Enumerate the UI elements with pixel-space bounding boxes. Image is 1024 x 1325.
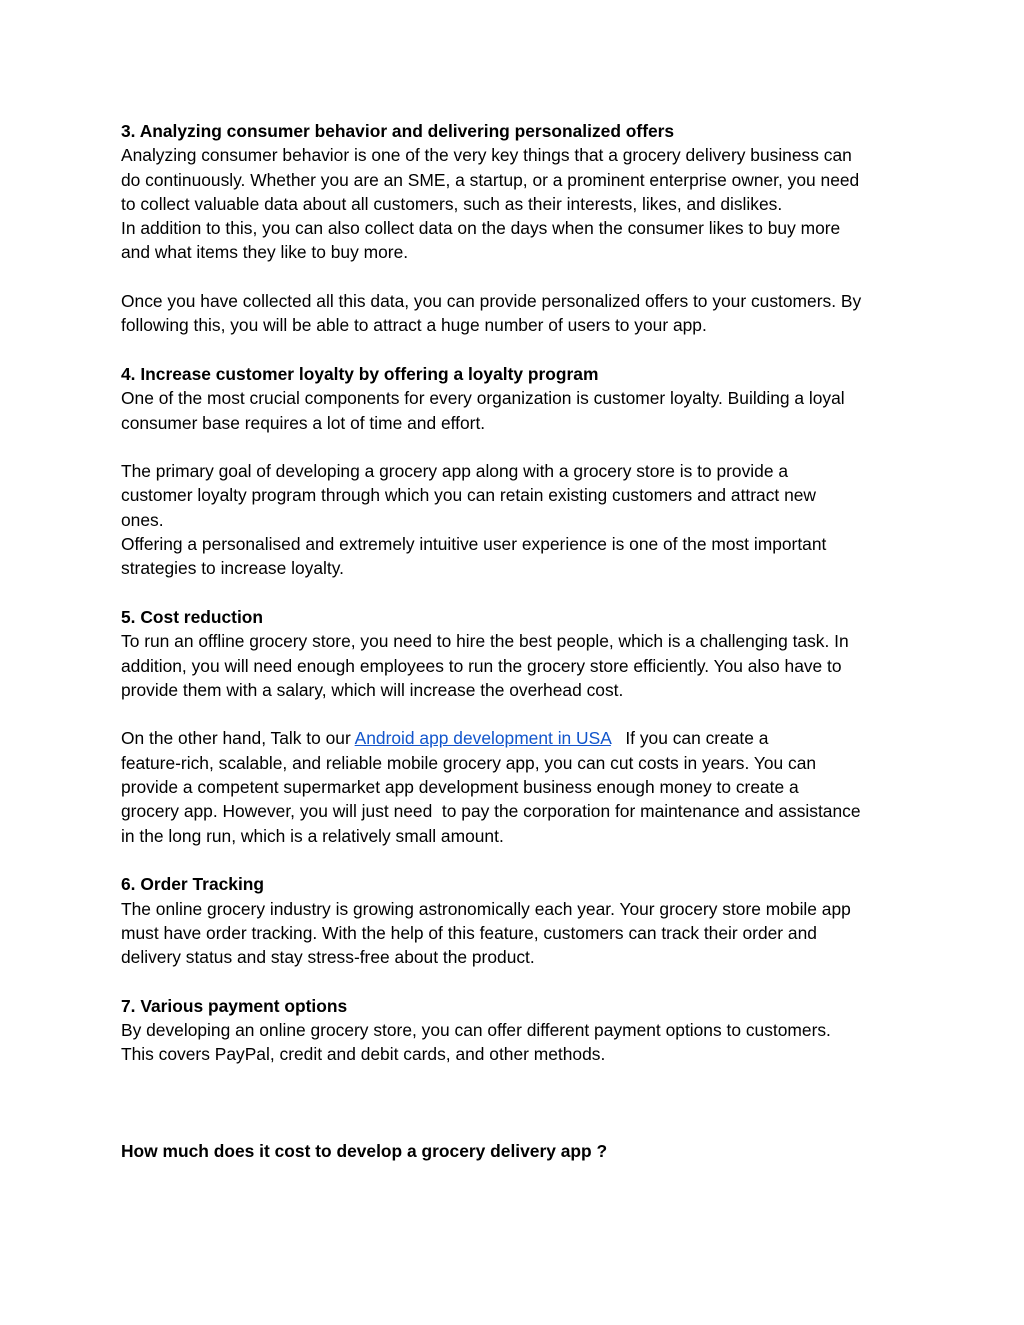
- paragraph-gap: [121, 435, 911, 459]
- section-7-heading: 7. Various payment options: [121, 995, 348, 1016]
- paragraph-gap: [121, 265, 911, 289]
- section-6-heading: 6. Order Tracking: [121, 874, 265, 895]
- text-line: provide them with a salary, which will increase the overhead cost.: [121, 679, 624, 700]
- section-3-paragraph-1: [121, 143, 911, 264]
- paragraph-gap: [121, 969, 911, 993]
- section-4-paragraph-2: [121, 459, 911, 580]
- text-line: ones.: [121, 509, 164, 530]
- text-line: To run an offline grocery store, you need to hire the best people, which is a challenging task. In: [121, 631, 849, 652]
- text-line: Offering a personalised and extremely intuitive user experience is one of the most important: [121, 534, 827, 555]
- text-line: provide a competent supermarket app development business enough money to create a: [121, 777, 799, 798]
- paragraph-gap: [121, 1067, 911, 1091]
- text-line: The online grocery industry is growing astronomically each year. Your grocery store mobile app: [121, 898, 851, 919]
- section-5-paragraph-1: [121, 629, 911, 702]
- text-line: addition, you will need enough employees to run the grocery store efficiently. You also have to: [121, 655, 842, 676]
- text-line: grocery app. However, you will just need to pay the corporation for maintenance and assistance: [121, 801, 861, 822]
- text-prefix: On the other hand, Talk to our: [121, 728, 355, 749]
- text-line: must have order tracking. With the help of this feature, customers can track their order and: [121, 922, 817, 943]
- section-7-paragraph-1: [121, 1018, 911, 1067]
- paragraph-gap: [121, 702, 911, 726]
- section-5-heading: 5. Cost reduction: [121, 606, 264, 627]
- text-line: in the long run, which is a relatively small amount.: [121, 825, 504, 846]
- text-line: do continuously. Whether you are an SME, a startup, or a prominent enterprise owner, you need: [121, 169, 860, 190]
- android-app-development-link[interactable]: Android app development in USA: [354, 728, 611, 749]
- section-4-heading: 4. Increase customer loyalty by offering a loyalty program: [121, 363, 599, 384]
- section-3-paragraph-2: [121, 289, 911, 338]
- section-6-paragraph-1: [121, 897, 911, 970]
- text-line: and what items they like to buy more.: [121, 242, 409, 263]
- section-4-paragraph-1: [121, 386, 911, 435]
- paragraph-gap: [121, 848, 911, 872]
- text-line: customer loyalty program through which you can retain existing customers and attract new: [121, 485, 816, 506]
- text-line: feature-rich, scalable, and reliable mobile grocery app, you can cut costs in years. You can: [121, 752, 817, 773]
- text-line: This covers PayPal, credit and debit cards, and other methods.: [121, 1044, 606, 1065]
- text-line: consumer base requires a lot of time and effort.: [121, 412, 486, 433]
- section-gap: [121, 1091, 911, 1140]
- paragraph-gap: [121, 581, 911, 605]
- text-suffix: If you can create a: [610, 728, 769, 749]
- section-5-paragraph-2: [121, 726, 911, 847]
- text-line: In addition to this, you can also collect data on the days when the consumer likes to buy more: [121, 218, 841, 239]
- section-3-heading: 3. Analyzing consumer behavior and delivering personalized offers: [121, 121, 675, 141]
- cost-question-heading: How much does it cost to develop a grocery delivery app ?: [121, 1141, 608, 1162]
- text-line: Analyzing consumer behavior is one of the very key things that a grocery delivery business can: [121, 145, 852, 166]
- text-line-with-link: [121, 726, 911, 750]
- text-line: following this, you will be able to attract a huge number of users to your app.: [121, 315, 707, 336]
- text-line: Once you have collected all this data, you can provide personalized offers to your customers. By: [121, 291, 862, 312]
- text-line: By developing an online grocery store, you can offer different payment options to customers.: [121, 1019, 831, 1040]
- text-line: delivery status and stay stress-free about the product.: [121, 947, 535, 968]
- paragraph-gap: [121, 338, 911, 362]
- text-line: One of the most crucial components for every organization is customer loyalty. Building a loyal: [121, 388, 845, 409]
- text-line: strategies to increase loyalty.: [121, 558, 344, 579]
- text-line: The primary goal of developing a grocery app along with a grocery store is to provide a: [121, 461, 789, 482]
- document-page: [121, 119, 911, 1164]
- text-line: to collect valuable data about all customers, such as their interests, likes, and dislikes.: [121, 193, 783, 214]
